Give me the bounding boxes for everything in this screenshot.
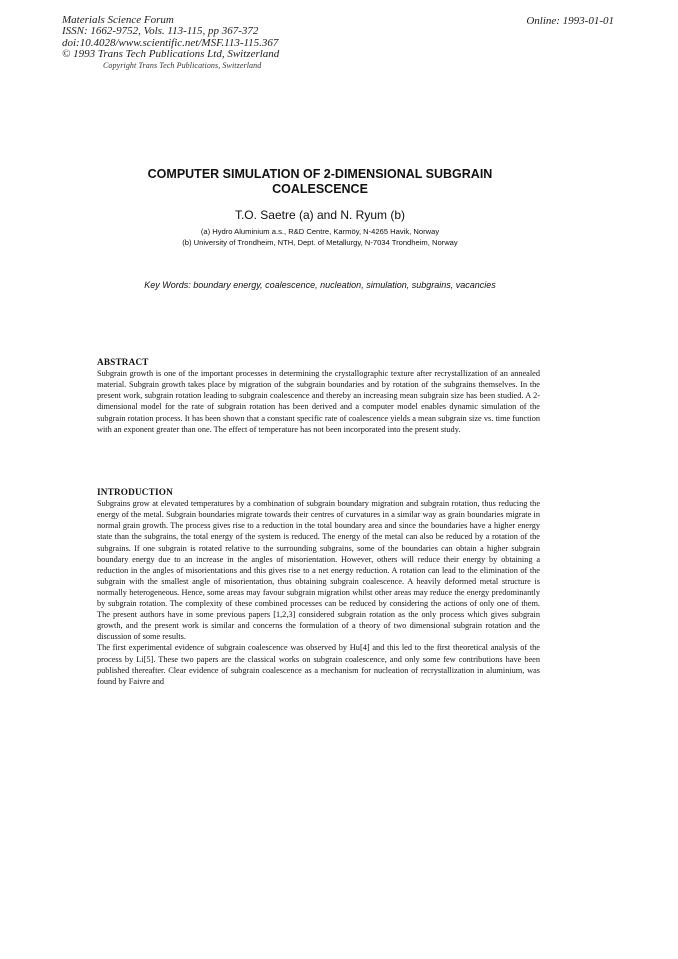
publication-header: [62, 15, 422, 61]
journal-name: Materials Science Forum: [62, 14, 174, 26]
paper-title: [100, 167, 540, 197]
introduction-paragraph-1: Subgrains grow at elevated temperatures by a combination of subgrain boundary migration and subgrain rotation, thus reducing the energy of the metal. Subgrain boundaries migrate towards their centres of curvatures in a similar way as grain boundaries migrate in normal grain growth. The process gives rise to a reduction in the total boundary area and since the boundaries have a higher energy state than the subgrains, the total energy of the system is reduced. The energy of the metal can also be reduced by a rotation of the subgrains. If one subgrain is rotated relative to the surrounding subgrains, some of the boundaries can obtain a higher subgrain boundary energy due to an increase in the angles of misorientation. However, others will reduce their energy by obtaining a reduction in the angles of misorientations and this gives rise to a net energy reduction. A rotation can lead to the elimination of the subgrain with the smallest angle of misorientation, thus obtaining subgrain coalescence. A heavily deformed metal structure is normally heterogeneous. Hence, some areas may favour subgrain migration whilst other areas may reduce the energy predominantly by subgrain rotation. The complexity of these combined processes can be reduced by considering the actions of only one of them. The present authors have in some previous papers [1,2,3] considered subgrain rotation as the only process which gives subgrain growth, and the present work is similar and concerns the formulation of a theory of two dimensional subgrain rotation and the discussion of some results.: [97, 499, 540, 642]
abstract-section: [97, 357, 540, 435]
paper-authors: T.O. Saetre (a) and N. Ryum (b): [234, 208, 406, 222]
copyright-stamp: Copyright Trans Tech Publications, Switzerland: [103, 61, 262, 70]
online-date: Online: 1993-01-01: [526, 15, 614, 27]
issn-line: ISSN: 1662-9752, Vols. 113-115, pp 367-372: [62, 25, 259, 38]
copyright-notice: © 1993 Trans Tech Publications Ltd, Switzerland: [62, 48, 280, 61]
introduction-paragraph-2: The first experimental evidence of subgrain coalescence was observed by Hu[4] and this led to the first theoretical analysis of the process by Li[5]. These two papers are the classical works on subgrain coalescence, and only some few contributions have been published thereafter. Clear evidence of subgrain coalescence as a mechanism for nucleation of recrystallization in aluminium, was found by Faivre and: [97, 643, 540, 686]
affiliation-a: (a) Hydro Aluminium a.s., R&D Centre, Karmöy, N-4265 Havik, Norway: [200, 227, 440, 236]
introduction-heading: INTRODUCTION: [97, 487, 173, 497]
keywords: Key Words: boundary energy, coalescence, nucleation, simulation, subgrains, vacancies: [144, 280, 496, 290]
abstract-text: Subgrain growth is one of the important processes in determining the crystallographic texture after recrystallization of an annealed material. Subgrain growth takes place by migration of the subgrain boundaries and by rotation of the subgrains themselves. In the present work, subgrain rotation leading to subgrain coalescence and thereby an increasing mean subgrain size has been studied. A 2-dimensional model for the rate of subgrain rotation has been derived and a computer model enables dynamic simulation of the subgrain rotation process. It has been shown that a constant specific rate of coalescence yields a mean subgrain size vs. time function with an exponent greater than one. The effect of temperature has not been incorporated into the present study.: [97, 369, 540, 434]
abstract-heading: ABSTRACT: [97, 357, 149, 367]
introduction-section: [97, 487, 540, 687]
paper-title-line-2: COALESCENCE: [272, 182, 368, 196]
doi-line: doi:10.4028/www.scientific.net/MSF.113-115.367: [62, 36, 279, 49]
affiliation-b: (b) University of Trondheim, NTH, Dept. of Metallurgy, N-7034 Trondheim, Norway: [182, 238, 458, 247]
paper-title-line-1: COMPUTER SIMULATION OF 2-DIMENSIONAL SUBGRAIN: [147, 167, 493, 181]
